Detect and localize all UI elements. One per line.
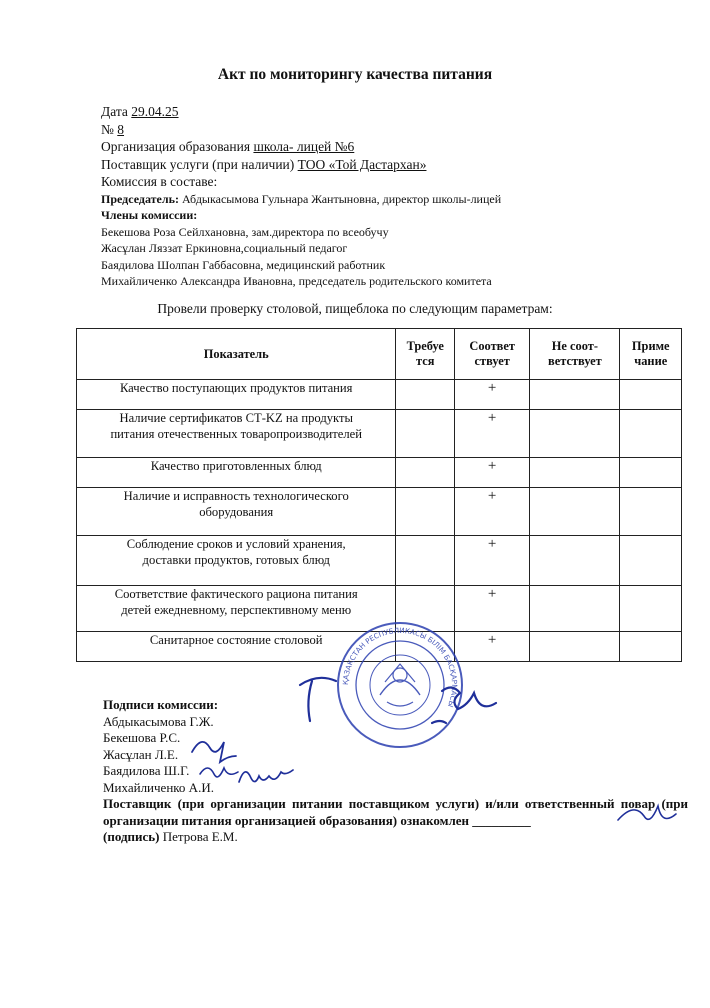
required-cell (396, 536, 455, 586)
header-required: Требуе тся (396, 329, 455, 380)
document-title: Акт по мониторингу качества питания (217, 66, 493, 83)
note-cell (620, 458, 682, 488)
table-row (77, 632, 682, 662)
document-header (101, 103, 681, 290)
note-cell (620, 586, 682, 632)
note-cell (620, 632, 682, 662)
number-line (101, 121, 681, 139)
signature-name: Жасұлан Л.Е. (103, 746, 179, 762)
chair-line (101, 191, 681, 208)
supplier-acknowledgement: Поставщик (при организации питании поставщиком услуги) и/или ответственный повар (при организации питания организацией образования) ознакомлен _________ (103, 796, 688, 828)
note-cell (620, 536, 682, 586)
indicator-cell: Качество поступающих продуктов питания (77, 380, 396, 410)
table-row (77, 410, 682, 458)
table-row (77, 536, 682, 586)
required-cell (396, 380, 455, 410)
note-cell (620, 380, 682, 410)
date-line (101, 103, 681, 121)
supplier-value: ТОО «Той Дастархан» (297, 156, 427, 172)
not-complies-cell (530, 488, 620, 536)
org-value: школа- лицей №6 (253, 139, 355, 154)
header-not-complies: Не соот- ветствует (530, 329, 620, 380)
signature-name: Абдыкасымова Г.Ж. (103, 713, 214, 729)
sign-label: (подпись) (103, 829, 160, 844)
member-line: Баядилова Шолпан Габбасовна, медицинский работник (101, 257, 386, 272)
date-value: 29.04.25 (131, 104, 179, 119)
note-cell (620, 488, 682, 536)
complies-cell: + (455, 380, 530, 410)
signatures-block (103, 697, 688, 846)
table-header-row (77, 329, 682, 380)
supplier-sign-line (103, 829, 688, 846)
sign-name: Петрова Е.М. (159, 829, 238, 844)
commission-label: Комиссия в составе: (101, 174, 218, 189)
table-row (77, 586, 682, 632)
signature-name: Бекешова Р.С. (103, 730, 181, 745)
signatures-heading: Подписи комиссии: (103, 697, 219, 712)
signature-name: Михайличенко А.И. (103, 779, 214, 795)
complies-cell: + (455, 632, 530, 662)
required-cell (396, 488, 455, 536)
indicator-cell: Наличие сертификатов СТ-KZ на продукты питания отечественных товаропроизводителей (77, 410, 396, 458)
complies-cell: + (455, 536, 530, 586)
chair-value: Абдыкасымова Гульнара Жантыновна, директор школы-лицей (178, 191, 502, 206)
not-complies-cell (530, 458, 620, 488)
complies-cell: + (455, 488, 530, 536)
table-row (77, 458, 682, 488)
chair-label: Председатель: (101, 191, 179, 206)
not-complies-cell (530, 586, 620, 632)
header-complies: Соответ ствует (455, 329, 530, 380)
date-label: Дата (101, 104, 132, 119)
complies-cell: + (455, 586, 530, 632)
required-cell (396, 586, 455, 632)
not-complies-cell (530, 380, 620, 410)
table-row (77, 488, 682, 536)
indicator-cell: Качество приготовленных блюд (77, 458, 396, 488)
supplier-line (101, 156, 681, 174)
indicator-cell: Соответствие фактического рациона питания детей ежедневному, перспективному меню (77, 586, 396, 632)
intro-text: Провели проверку столовой, пищеблока по следующим параметрам: (157, 301, 553, 316)
member-line: Бекешова Роза Сейлхановна, зам.директора по всеобучу (101, 224, 389, 239)
signature-name: Баядилова Ш.Г. (103, 763, 190, 778)
required-cell (396, 410, 455, 458)
supplier-label: Поставщик услуги (при наличии) (101, 156, 298, 172)
member-line: Михайличенко Александра Ивановна, председатель родительского комитета (101, 274, 492, 288)
svg-text:ҚАЗАҚСТАН РЕСПУБЛИКАСЫ БІЛІМ Б: ҚАЗАҚСТАН РЕСПУБЛИКАСЫ БІЛІМ БАСҚАРМАСЫ (340, 625, 460, 709)
indicator-cell: Наличие и исправность технологического оборудования (77, 488, 396, 536)
complies-cell: + (455, 410, 530, 458)
indicator-cell: Санитарное состояние столовой (77, 632, 396, 662)
number-value: 8 (117, 121, 125, 137)
member-line: Жасұлан Ляззат Еркиновна,социальный педагог (101, 241, 348, 255)
note-cell (620, 410, 682, 458)
required-cell (396, 458, 455, 488)
org-label: Организация образования (101, 139, 254, 154)
monitoring-table (76, 328, 682, 662)
header-note: Приме чание (620, 329, 682, 380)
number-label: № (101, 121, 118, 137)
members-label: Члены комиссии: (101, 208, 198, 222)
indicator-cell: Соблюдение сроков и условий хранения, доставки продуктов, готовых блюд (77, 536, 396, 586)
header-indicator: Показатель (77, 329, 396, 380)
complies-cell: + (455, 458, 530, 488)
not-complies-cell (530, 632, 620, 662)
required-cell (396, 632, 455, 662)
not-complies-cell (530, 410, 620, 458)
table-row (77, 380, 682, 410)
org-line (101, 138, 681, 156)
not-complies-cell (530, 536, 620, 586)
